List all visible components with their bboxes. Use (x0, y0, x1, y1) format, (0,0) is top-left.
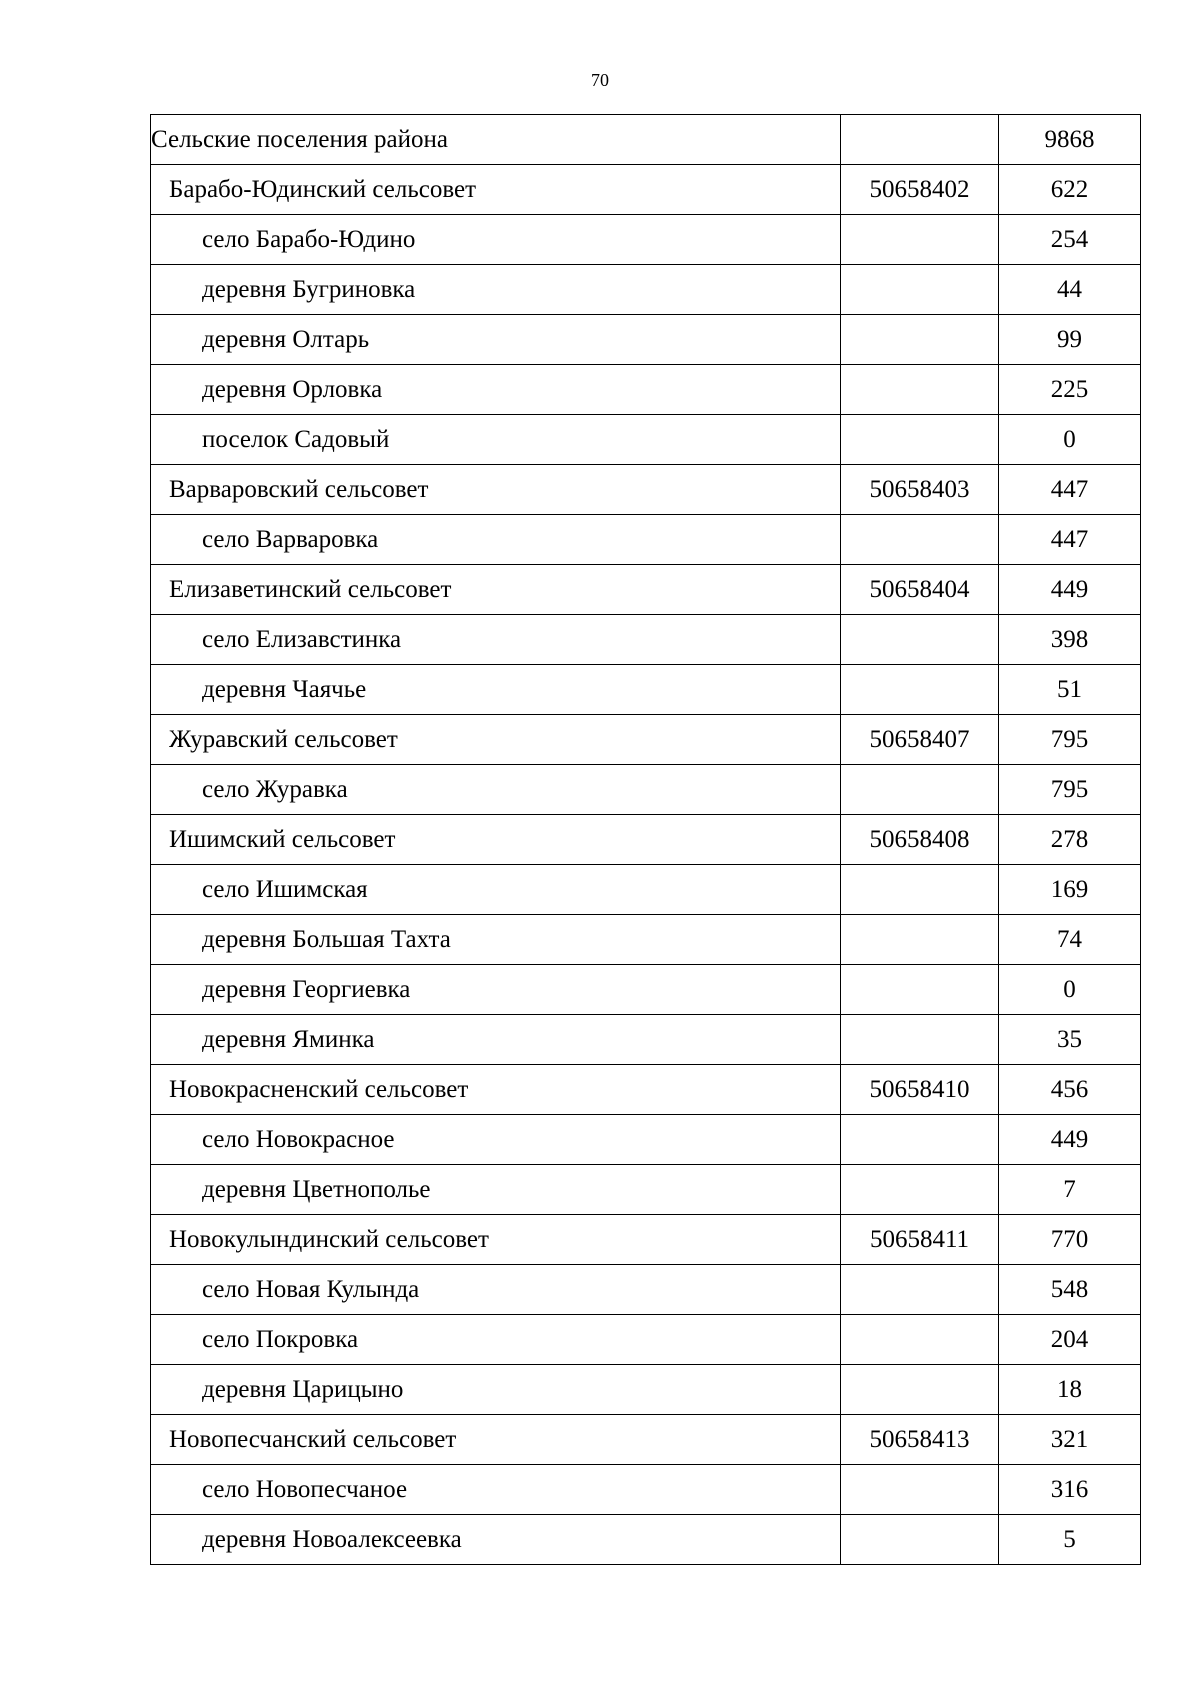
okato-code-cell (841, 865, 999, 915)
council-name-cell: Новопесчанский сельсовет (151, 1415, 841, 1465)
settlement-name-cell: деревня Большая Тахта (151, 915, 841, 965)
settlement-name-cell: деревня Бугриновка (151, 265, 841, 315)
okato-code-cell (841, 965, 999, 1015)
settlement-name-cell: поселок Садовый (151, 415, 841, 465)
okato-code-cell: 50658408 (841, 815, 999, 865)
council-name-cell: Варваровский сельсовет (151, 465, 841, 515)
table-row (151, 165, 1141, 215)
settlement-name-cell: деревня Орловка (151, 365, 841, 415)
settlement-name-cell: село Покровка (151, 1315, 841, 1365)
table-row (151, 465, 1141, 515)
page-number: 70 (591, 70, 609, 90)
population-cell: 0 (999, 415, 1141, 465)
settlements-table-container (150, 114, 1141, 1565)
settlement-name-cell: село Новопесчаное (151, 1465, 841, 1515)
table-row (151, 1515, 1141, 1565)
table-row (151, 865, 1141, 915)
table-row (151, 715, 1141, 765)
okato-code-cell (841, 1365, 999, 1415)
table-row (151, 1215, 1141, 1265)
table-row (151, 965, 1141, 1015)
okato-code-cell (841, 1515, 999, 1565)
okato-code-cell (841, 515, 999, 565)
okato-code-cell: 50658407 (841, 715, 999, 765)
population-cell: 398 (999, 615, 1141, 665)
table-row (151, 1365, 1141, 1415)
table-row (151, 1315, 1141, 1365)
okato-code-cell (841, 1315, 999, 1365)
okato-code-cell (841, 1015, 999, 1065)
table-row (151, 765, 1141, 815)
table-row (151, 615, 1141, 665)
population-cell: 44 (999, 265, 1141, 315)
table-row (151, 1015, 1141, 1065)
settlement-name-cell: село Варваровка (151, 515, 841, 565)
population-cell: 0 (999, 965, 1141, 1015)
population-cell: 5 (999, 1515, 1141, 1565)
okato-code-cell: 50658410 (841, 1065, 999, 1115)
table-row (151, 915, 1141, 965)
okato-code-cell (841, 615, 999, 665)
table-row (151, 815, 1141, 865)
settlement-name-cell: деревня Чаячье (151, 665, 841, 715)
settlement-name-cell: деревня Олтарь (151, 315, 841, 365)
okato-code-cell (841, 1115, 999, 1165)
total-row-label: Сельские поселения района (151, 115, 841, 165)
okato-code-cell (841, 365, 999, 415)
population-cell: 278 (999, 815, 1141, 865)
table-row (151, 565, 1141, 615)
population-cell: 316 (999, 1465, 1141, 1515)
table-row (151, 415, 1141, 465)
settlement-name-cell: деревня Новоалексеевка (151, 1515, 841, 1565)
settlement-name-cell: деревня Цветнополье (151, 1165, 841, 1215)
population-cell: 447 (999, 515, 1141, 565)
council-name-cell: Новокрасненский сельсовет (151, 1065, 841, 1115)
settlement-name-cell: деревня Царицыно (151, 1365, 841, 1415)
table-row (151, 315, 1141, 365)
okato-code-cell (841, 765, 999, 815)
table-row (151, 1265, 1141, 1315)
settlement-name-cell: село Барабо-Юдино (151, 215, 841, 265)
table-row (151, 1415, 1141, 1465)
population-cell: 9868 (999, 115, 1141, 165)
table-row (151, 1115, 1141, 1165)
settlements-table (150, 114, 1141, 1565)
council-name-cell: Барабо-Юдинский сельсовет (151, 165, 841, 215)
settlements-table-body (151, 115, 1141, 1565)
population-cell: 449 (999, 1115, 1141, 1165)
okato-code-cell: 50658413 (841, 1415, 999, 1465)
okato-code-cell (841, 1465, 999, 1515)
table-row (151, 1465, 1141, 1515)
table-row (151, 515, 1141, 565)
council-name-cell: Новокулындинский сельсовет (151, 1215, 841, 1265)
council-name-cell: Ишимский сельсовет (151, 815, 841, 865)
population-cell: 449 (999, 565, 1141, 615)
table-row (151, 665, 1141, 715)
settlement-name-cell: деревня Георгиевка (151, 965, 841, 1015)
okato-code-cell (841, 115, 999, 165)
okato-code-cell (841, 215, 999, 265)
population-cell: 225 (999, 365, 1141, 415)
table-row (151, 115, 1141, 165)
settlement-name-cell: село Журавка (151, 765, 841, 815)
population-cell: 35 (999, 1015, 1141, 1065)
population-cell: 795 (999, 715, 1141, 765)
population-cell: 770 (999, 1215, 1141, 1265)
okato-code-cell: 50658411 (841, 1215, 999, 1265)
population-cell: 548 (999, 1265, 1141, 1315)
okato-code-cell (841, 915, 999, 965)
population-cell: 7 (999, 1165, 1141, 1215)
okato-code-cell: 50658402 (841, 165, 999, 215)
settlement-name-cell: деревня Яминка (151, 1015, 841, 1065)
table-row (151, 365, 1141, 415)
table-row (151, 1065, 1141, 1115)
population-cell: 99 (999, 315, 1141, 365)
population-cell: 18 (999, 1365, 1141, 1415)
settlement-name-cell: село Ишимская (151, 865, 841, 915)
okato-code-cell (841, 315, 999, 365)
okato-code-cell (841, 665, 999, 715)
population-cell: 795 (999, 765, 1141, 815)
population-cell: 447 (999, 465, 1141, 515)
table-row (151, 265, 1141, 315)
settlement-name-cell: село Елизавстинка (151, 615, 841, 665)
council-name-cell: Елизаветинский сельсовет (151, 565, 841, 615)
population-cell: 254 (999, 215, 1141, 265)
table-row (151, 1165, 1141, 1215)
population-cell: 321 (999, 1415, 1141, 1465)
population-cell: 74 (999, 915, 1141, 965)
population-cell: 51 (999, 665, 1141, 715)
settlement-name-cell: село Новая Кулында (151, 1265, 841, 1315)
population-cell: 169 (999, 865, 1141, 915)
okato-code-cell (841, 1265, 999, 1315)
population-cell: 456 (999, 1065, 1141, 1115)
council-name-cell: Журавский сельсовет (151, 715, 841, 765)
okato-code-cell: 50658404 (841, 565, 999, 615)
settlement-name-cell: село Новокрасное (151, 1115, 841, 1165)
population-cell: 204 (999, 1315, 1141, 1365)
okato-code-cell (841, 1165, 999, 1215)
table-row (151, 215, 1141, 265)
okato-code-cell (841, 415, 999, 465)
okato-code-cell: 50658403 (841, 465, 999, 515)
okato-code-cell (841, 265, 999, 315)
population-cell: 622 (999, 165, 1141, 215)
